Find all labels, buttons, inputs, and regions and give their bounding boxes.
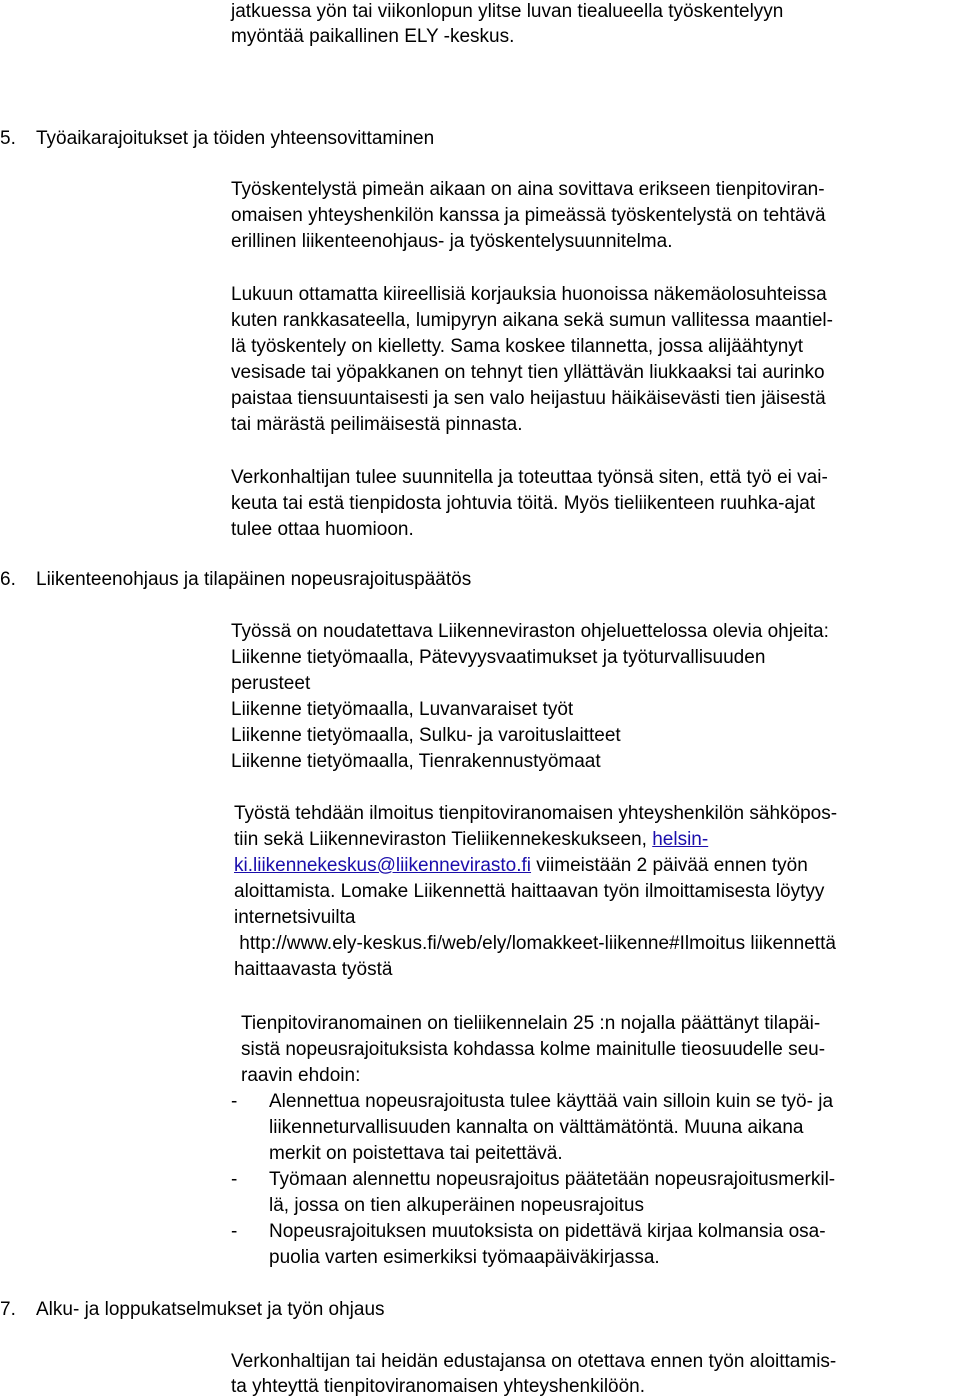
text-line: jatkuessa yön tai viikonlopun ylitse luvan tiealueella työskentelyyn (231, 1, 784, 22)
text-line: Lukuun ottamatta kiireellisiä korjauksia huonoissa näkemäolosuhteissa (231, 284, 827, 305)
text-line: Työssä on noudatettava Liikenneviraston ohjeluettelossa olevia ohjeita: (231, 621, 829, 642)
text-line: Alennettua nopeusrajoitusta tulee käyttää vain silloin kuin se työ- ja (269, 1091, 834, 1112)
text-span: tiin sekä Liikenneviraston Tieliikennekeskukseen, (234, 829, 653, 850)
text-line: lä, jossa on tien alkuperäinen nopeusrajoitus (269, 1195, 644, 1216)
dash-bullet: - (231, 1221, 238, 1242)
text-line: Nopeusrajoituksen muutoksista on pidettävä kirjaa kolmansia osa- (269, 1221, 826, 1242)
dash-bullet: - (231, 1091, 238, 1112)
section-number: 5. (0, 128, 16, 149)
text-line: Liikenne tietyömaalla, Luvanvaraiset työt (231, 699, 574, 720)
section-number: 7. (0, 1299, 16, 1320)
text-line: Työskentelystä pimeän aikaan on aina sovittava erikseen tienpitoviran- (231, 179, 825, 200)
text-line (234, 827, 708, 853)
text-line: internetsivuilta (234, 907, 356, 928)
text-line: Liikenne tietyömaalla, Sulku- ja varoituslaitteet (231, 725, 621, 746)
section-title: Liikenteenohjaus ja tilapäinen nopeusrajoituspäätös (36, 569, 472, 590)
email-link-part-2[interactable]: ki.liikennekeskus@liikennevirasto.fi (234, 855, 532, 876)
text-line: sistä nopeusrajoituksista kohdassa kolme mainitulle tieosuudelle seu- (241, 1039, 826, 1060)
text-line: Verkonhaltijan tai heidän edustajansa on otettava ennen työn aloittamis- (231, 1351, 837, 1372)
text-line: aloittamista. Lomake Liikennettä haittaavan työn ilmoittamisesta löytyy (234, 881, 825, 902)
section-title: Alku- ja loppukatselmukset ja työn ohjaus (36, 1299, 385, 1320)
text-line: raavin ehdoin: (241, 1065, 361, 1086)
text-line: haittaavasta työstä (234, 959, 393, 980)
text-line: kuten rankkasateella, lumipyryn aikana sekä sumun vallitessa maantiel- (231, 310, 833, 331)
text-line: keuta tai estä tienpidosta johtuvia töitä. Myös tieliikenteen ruuhka-ajat (231, 493, 816, 514)
text-span: viimeistään 2 päivää ennen työn (531, 855, 808, 876)
text-line: puolia varten esimerkiksi työmaapäiväkirjassa. (269, 1247, 660, 1268)
text-line (234, 853, 808, 879)
text-line: Työstä tehdään ilmoitus tienpitoviranomaisen yhteyshenkilön sähköpos- (234, 803, 838, 824)
text-line: vesisade tai yöpakkanen on tehnyt tien yllättävän liukkaaksi tai aurinko (231, 362, 825, 383)
text-line: liikenneturvallisuuden kannalta on välttämätöntä. Muuna aikana (269, 1117, 804, 1138)
text-line: Liikenne tietyömaalla, Pätevyysvaatimukset ja työturvallisuuden (231, 647, 766, 668)
text-line: tulee ottaa huomioon. (231, 519, 414, 540)
text-line: Verkonhaltijan tulee suunnitella ja toteuttaa työnsä siten, että työ ei vai- (231, 467, 828, 488)
section-number: 6. (0, 569, 16, 590)
text-line: tai märästä peilimäisestä pinnasta. (231, 414, 523, 435)
text-line: Liikenne tietyömaalla, Tienrakennustyömaat (231, 751, 601, 772)
section-5-heading (0, 126, 434, 152)
section-title: Työaikarajoitukset ja töiden yhteensovittaminen (36, 128, 435, 149)
text-line: Tienpitoviranomainen on tieliikennelain 25 :n nojalla päättänyt tilapäi- (241, 1013, 821, 1034)
text-line: perusteet (231, 673, 311, 694)
text-line: omaisen yhteyshenkilön kanssa ja pimeässä työskentelystä on tehtävä (231, 205, 826, 226)
text-line: paistaa tiensuuntaisesti ja sen valo heijastuu häikäisevästi tien jäisestä (231, 388, 826, 409)
dash-bullet: - (231, 1169, 238, 1190)
text-line: myöntää paikallinen ELY -keskus. (231, 26, 515, 47)
section-6-heading (0, 567, 471, 593)
text-line: ta yhteyttä tienpitoviranomaisen yhteyshenkilöön. (231, 1376, 646, 1397)
section-7-heading (0, 1297, 385, 1323)
text-line: Työmaan alennettu nopeusrajoitus päätetään nopeusrajoitusmerkil- (269, 1169, 836, 1190)
url-text-line: http://www.ely-keskus.fi/web/ely/lomakkeet-liikenne#Ilmoitus liikennettä (234, 933, 836, 954)
text-line: lä työskentely on kielletty. Sama koskee tilannetta, jossa alijäähtynyt (231, 336, 804, 357)
text-line: erillinen liikenteenohjaus- ja työskentelysuunnitelma. (231, 231, 673, 252)
text-line: merkit on poistettava tai peitettävä. (269, 1143, 563, 1164)
email-link-part-1[interactable]: helsin- (652, 829, 709, 850)
